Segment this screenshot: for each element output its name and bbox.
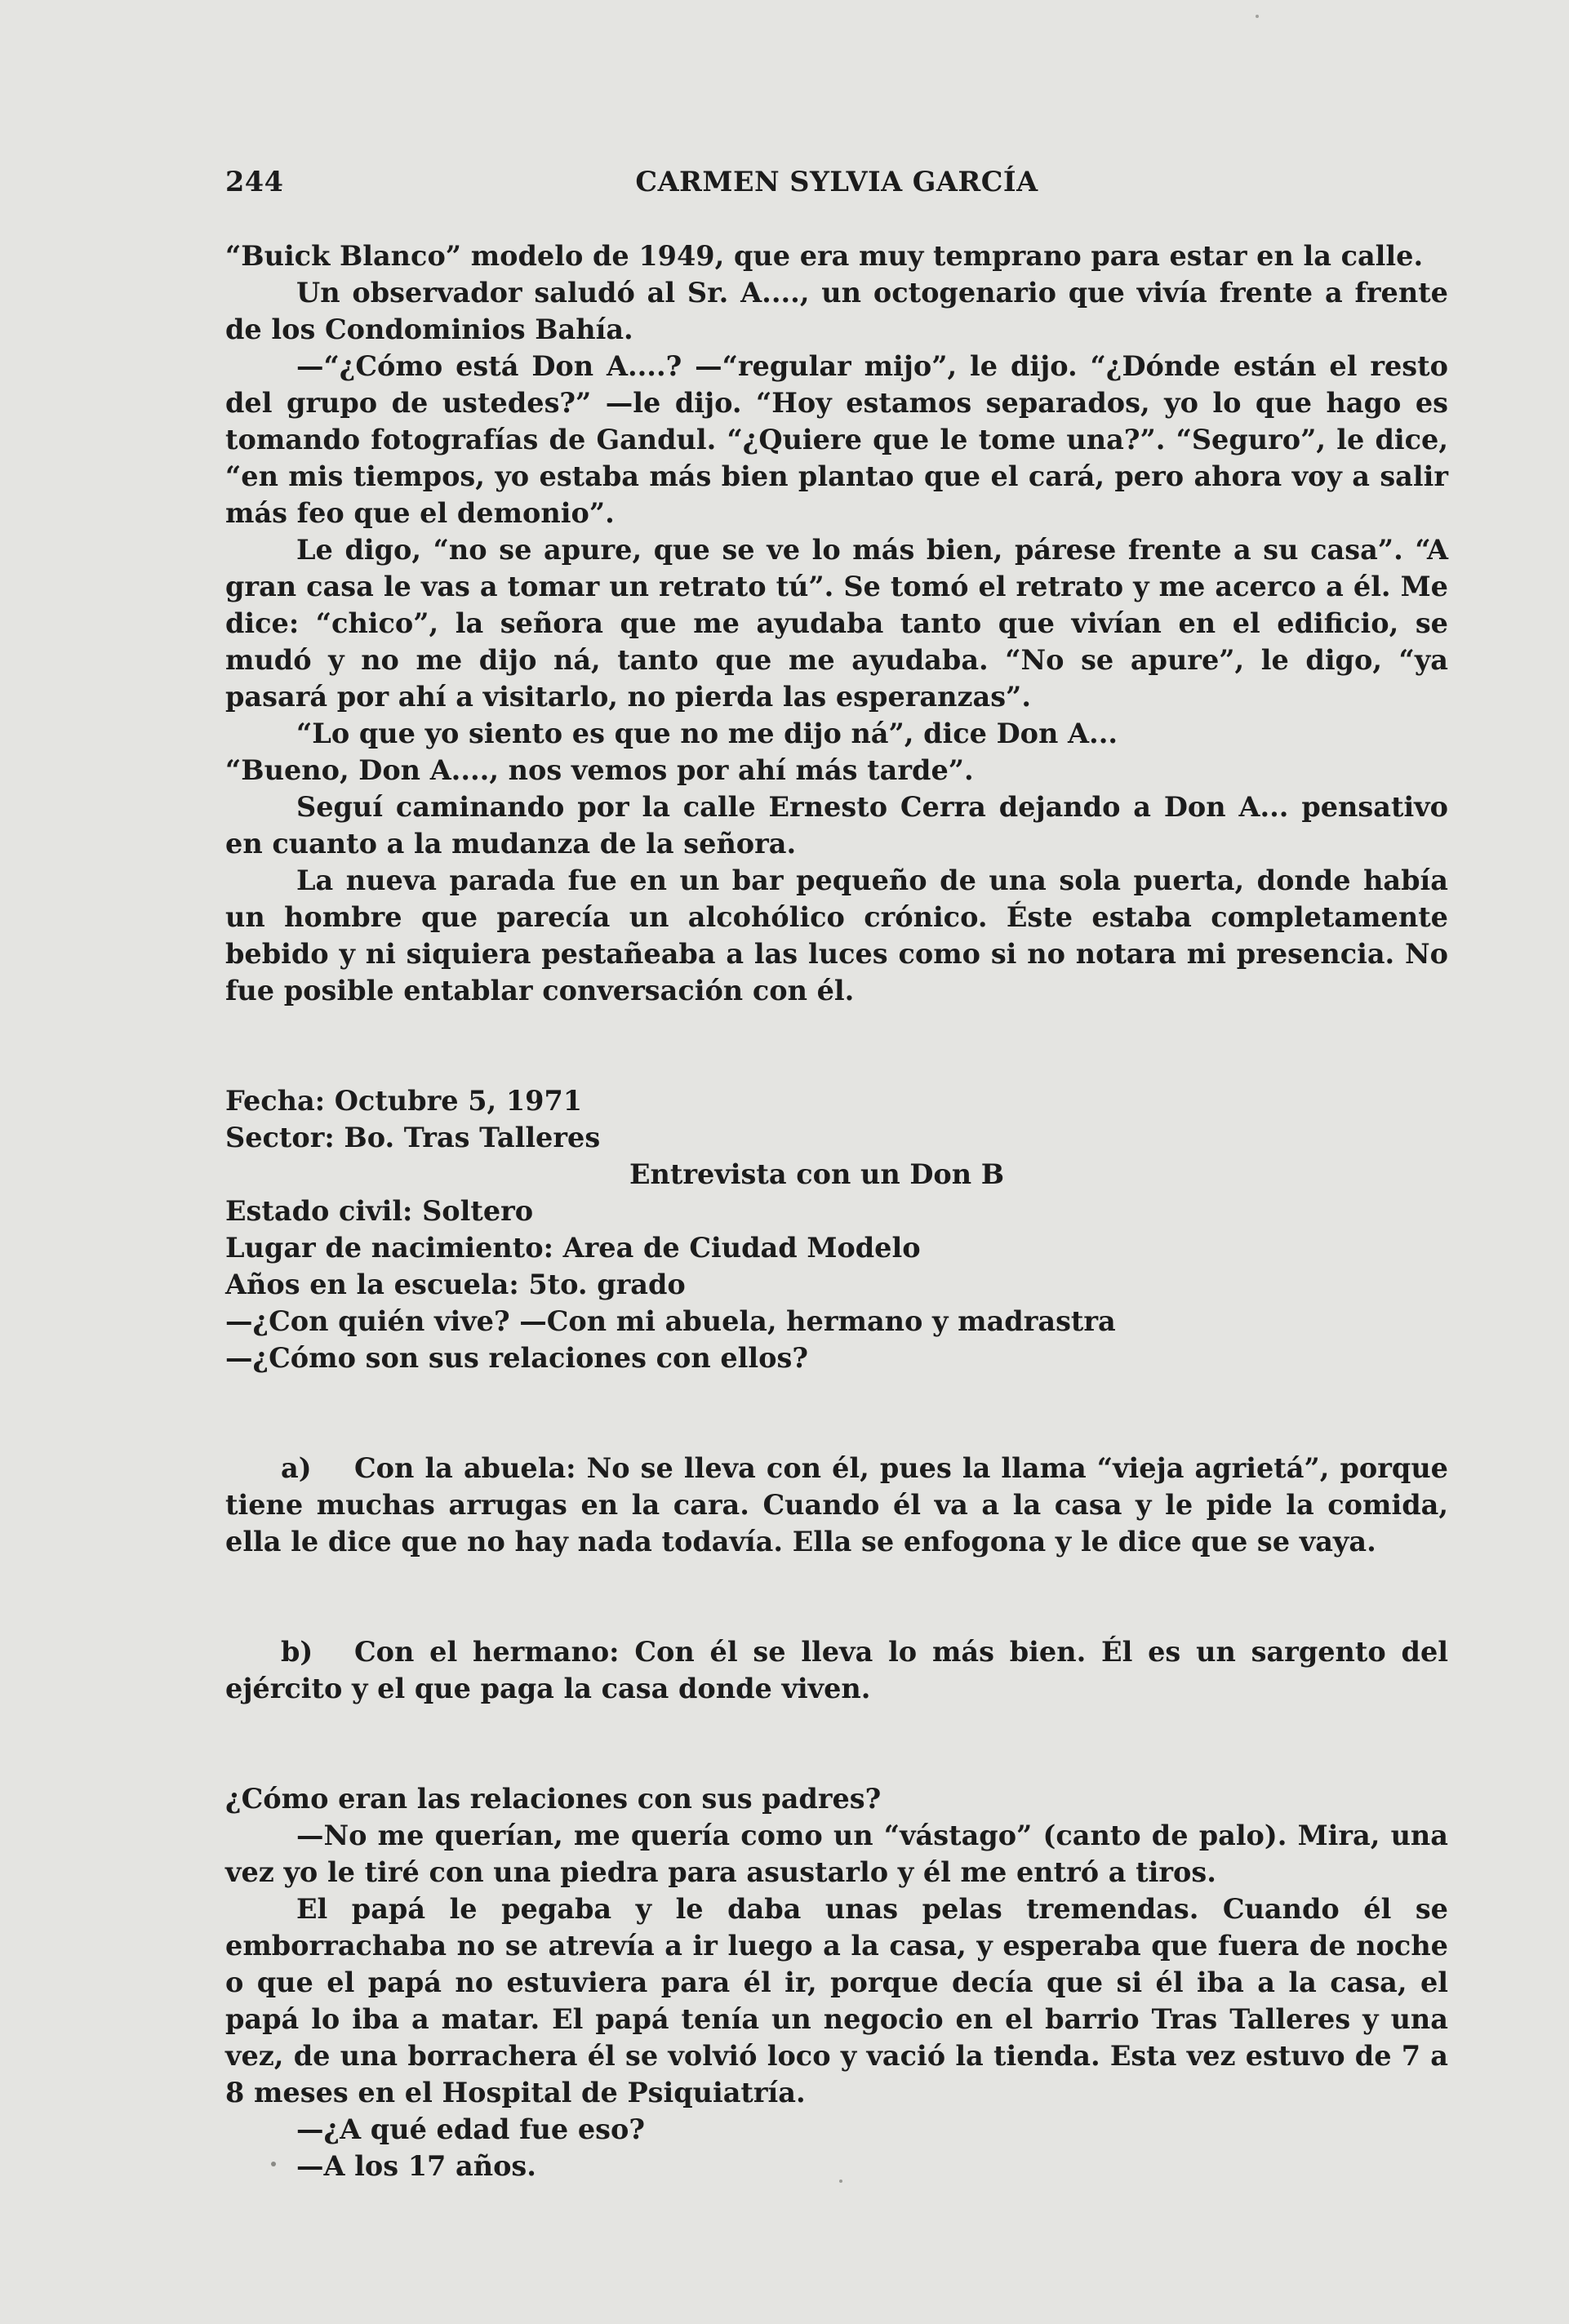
paragraph: Un observador saludó al Sr. A...., un octogenario que vivía frente a frente de los Condominios Bahía. [225, 277, 1448, 345]
interview-question: —¿Cómo son sus relaciones con ellos? [225, 1342, 808, 1374]
item-text: Con el hermano: Con él se lleva lo más bien. Él es un sargento del ejército y el que paga la casa donde viven. [225, 1636, 1448, 1704]
interview-question: ¿Cómo eran las relaciones con sus padres? [225, 1783, 882, 1815]
item-label: a) [281, 1452, 312, 1484]
paragraph: —“¿Cómo está Don A....? —“regular mijo”, le dijo. “¿Dónde están el resto del grupo de ustedes?” —le dijo. “Hoy estamos separados, yo lo que hago es tomando fotografías de Gandul. “¿Quiere que le tome una?”. “Seguro”, le dice, “en mis tiempos, yo estaba más bien plantao que el cará, pero ahora voy a salir más feo que el demonio”. [225, 350, 1448, 529]
interview-answer: —A los 17 años. [296, 2150, 536, 2182]
page-number: 244 [225, 166, 284, 198]
record-date: Fecha: Octubre 5, 1971 [225, 1085, 583, 1117]
running-header [225, 163, 1448, 200]
record-estado-civil: Estado civil: Soltero [225, 1195, 534, 1227]
paragraph-continued: “Buick Blanco” modelo de 1949, que era muy temprano para estar en la calle. [225, 240, 1424, 272]
relation-item-a [225, 1450, 1448, 1560]
record-birthplace: Lugar de nacimiento: Area de Ciudad Modelo [225, 1232, 921, 1264]
paragraph: El papá le pegaba y le daba unas pelas tremendas. Cuando él se emborrachaba no se atrevía a ir luego a la casa, y esperaba que fuera de noche o que el papá no estuviera para él ir, porque decía que si él iba a la casa, el papá lo iba a matar. El papá tenía un negocio en el barrio Tras Talleres y una vez, de una borrachera él se volvió loco y vació la tienda. Esta vez estuvo de 7 a 8 meses en el Hospital de Psiquiatría. [225, 1893, 1448, 2108]
page-content [225, 163, 1448, 2184]
interview-question: —¿A qué edad fue eso? [296, 2113, 645, 2145]
paragraph: “Bueno, Don A...., nos vemos por ahí más tarde”. [225, 754, 974, 786]
running-title: CARMEN SYLVIA GARCÍA [635, 166, 1038, 198]
ink-speck [1256, 15, 1259, 18]
paragraph: La nueva parada fue en un bar pequeño de una sola puerta, donde había un hombre que parecía un alcohólico crónico. Éste estaba completamente bebido y ni siquiera pestañeaba a las luces como si no notara mi presencia. No fue posible entablar conversación con él. [225, 864, 1448, 1006]
interview-heading: Entrevista con un Don B [629, 1158, 1005, 1190]
item-text: Con la abuela: No se lleva con él, pues la llama “vieja agrietá”, porque tiene muchas arrugas en la cara. Cuando él va a la casa y le pide la comida, ella le dice que no hay nada todavía. Ella se enfogona y le dice que se vaya. [225, 1452, 1448, 1557]
paragraph: Seguí caminando por la calle Ernesto Cerra dejando a Don A... pensativo en cuanto a la mudanza de la señora. [225, 791, 1448, 860]
interview-question: —¿Con quién vive? —Con mi abuela, hermano y madrastra [225, 1305, 1116, 1337]
relation-item-b [225, 1633, 1448, 1707]
interview-answer: —No me querían, me quería como un “vástago” (canto de palo). Mira, una vez yo le tiré con una piedra para asustarlo y él me entró a tiros. [225, 1820, 1448, 1888]
record-schooling: Años en la escuela: 5to. grado [225, 1269, 686, 1300]
item-label: b) [281, 1636, 313, 1668]
paragraph: “Lo que yo siento es que no me dijo ná”, dice Don A... [296, 718, 1118, 749]
paragraph: Le digo, “no se apure, que se ve lo más bien, párese frente a su casa”. “A gran casa le vas a tomar un retrato tú”. Se tomó el retrato y me acerco a él. Me dice: “chico”, la señora que me ayudaba tanto que vivían en el edificio, se mudó y no me dijo ná, tanto que me ayudaba. “No se apure”, le digo, “ya pasará por ahí a visitarlo, no pierda las esperanzas”. [225, 534, 1448, 713]
record-sector: Sector: Bo. Tras Talleres [225, 1122, 601, 1153]
